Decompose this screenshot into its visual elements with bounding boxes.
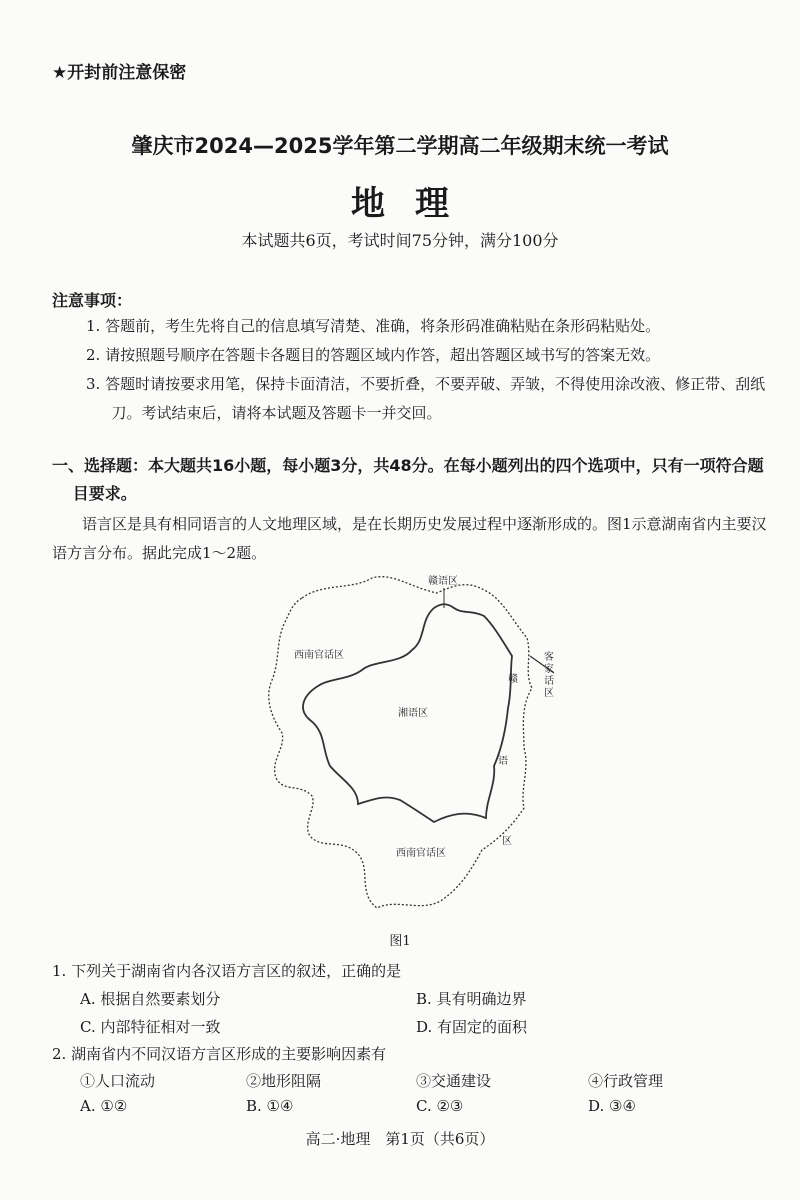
q1-option-c: C. 内部特征相对一致	[80, 1018, 221, 1036]
dialect-map	[262, 568, 562, 923]
q2-factor-3: ③交通建设	[416, 1072, 492, 1090]
exam-info: 本试题共6页，考试时间75分钟，满分100分	[241, 231, 559, 250]
label-gan-top: 赣语区	[428, 576, 458, 587]
q2-factor-2: ②地形阻隔	[246, 1072, 322, 1090]
label-xinan-bottom: 西南官话区	[396, 848, 446, 859]
question-1-stem: 1. 下列关于湖南省内各汉语方言区的叙述，正确的是	[52, 962, 402, 980]
question-2-stem: 2. 湖南省内不同汉语方言区形成的主要影响因素有	[52, 1045, 387, 1063]
label-gan-2: 语	[498, 756, 508, 767]
label-xinan-top: 西南官话区	[294, 650, 344, 661]
label-kejia-2: 家	[544, 664, 554, 675]
exam-title: 肇庆市2024—2025学年第二学期高二年级期末统一考试	[131, 134, 669, 158]
label-xiang: 湘语区	[398, 708, 428, 719]
section-heading: 一、选择题：本大题共16小题，每小题3分，共48分。在每小题列出的四个选项中，只有一项符合题目要求。	[52, 456, 764, 503]
figure-caption: 图1	[389, 934, 411, 949]
confidential-note: ★开封前注意保密	[52, 63, 187, 83]
label-kejia-1: 客	[544, 652, 554, 663]
notice-item-2: 2. 请按照题号顺序在答题卡各题目的答题区域内作答，超出答题区域书写的答案无效。	[86, 346, 661, 364]
notice-item-3: 3. 答题时请按要求用笔，保持卡面清洁，不要折叠，不要弄破、弄皱，不得使用涂改液、修正带、刮纸刀。考试结束后，请将本试题及答题卡一并交回。	[86, 375, 766, 422]
q2-option-a: A. ①②	[80, 1097, 128, 1115]
q2-option-d: D. ③④	[588, 1097, 636, 1115]
subject-title: 地理	[351, 184, 479, 224]
label-gan-1: 赣	[508, 674, 518, 685]
q1-option-d: D. 有固定的面积	[416, 1018, 528, 1036]
section-intro: 语言区是具有相同语言的人文地理区域，是在长期历史发展过程中逐渐形成的。图1示意湖南省内主要汉语方言分布。据此完成1～2题。	[52, 515, 767, 562]
q1-option-b: B. 具有明确边界	[416, 990, 527, 1008]
q2-option-b: B. ①④	[246, 1097, 294, 1115]
label-kejia-3: 话	[544, 676, 554, 687]
notice-heading: 注意事项：	[52, 291, 133, 310]
q2-factor-1: ①人口流动	[80, 1072, 156, 1090]
label-kejia-4: 区	[544, 688, 554, 699]
page-footer: 高二·地理 第1页（共6页）	[305, 1130, 495, 1148]
notice-item-1: 1. 答题前，考生先将自己的信息填写清楚、准确，将条形码准确粘贴在条形码粘贴处。	[86, 317, 661, 335]
q2-factor-4: ④行政管理	[588, 1072, 664, 1090]
q1-option-a: A. 根据自然要素划分	[80, 990, 221, 1008]
label-gan-3: 区	[502, 836, 512, 847]
q2-option-c: C. ②③	[416, 1097, 464, 1115]
